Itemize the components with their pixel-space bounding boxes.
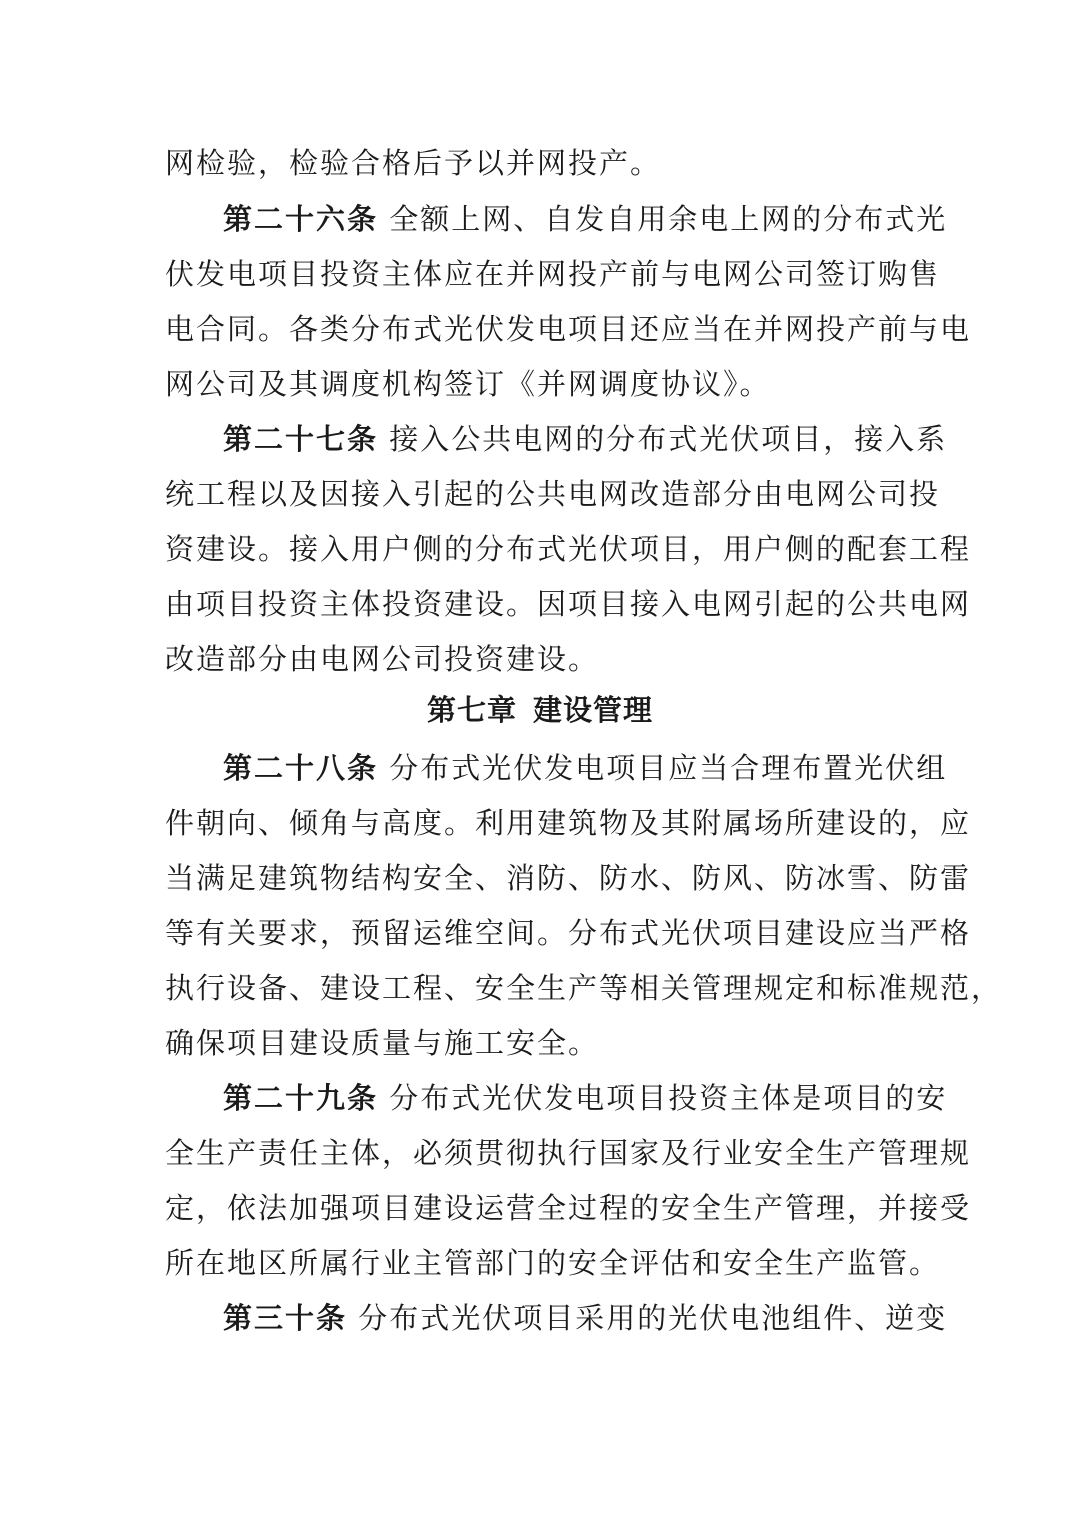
line-text: 件朝向、倾角与高度。利用建筑物及其附属场所建设的，应 <box>165 806 972 840</box>
line-text: 网检验，检验合格后予以并网投产。 <box>165 146 662 180</box>
line-text: 执行设备、建设工程、安全生产等相关管理规定和标准规范， <box>165 971 1003 1005</box>
chapter-title: 建设管理 <box>533 693 654 727</box>
paragraph-line <box>165 1133 972 1173</box>
article-26-first-line <box>165 199 948 239</box>
paragraph-line <box>165 1023 915 1063</box>
article-28-first-line <box>165 748 948 788</box>
article-27-first-line <box>165 419 948 459</box>
paragraph-line <box>165 309 972 349</box>
line-text: 分布式光伏项目采用的光伏电池组件、逆变 <box>358 1301 948 1335</box>
paragraph-line <box>165 913 972 953</box>
line-text: 定，依法加强项目建设运营全过程的安全生产管理，并接受 <box>165 1191 972 1225</box>
article-30-heading: 第三十条 <box>223 1301 348 1335</box>
paragraph-line <box>165 1188 972 1228</box>
article-27-heading: 第二十七条 <box>223 422 379 456</box>
line-text: 当满足建筑物结构安全、消防、防水、防风、防冰雪、防雷 <box>165 861 972 895</box>
article-26-heading: 第二十六条 <box>223 202 379 236</box>
article-30-first-line <box>165 1298 948 1338</box>
line-text: 伏发电项目投资主体应在并网投产前与电网公司签订购售 <box>165 257 941 291</box>
paragraph-line <box>165 254 941 294</box>
line-text: 统工程以及因接入引起的公共电网改造部分由电网公司投 <box>165 477 941 511</box>
paragraph-line <box>165 803 972 843</box>
paragraph-line <box>165 584 972 624</box>
article-28-heading: 第二十八条 <box>223 751 379 785</box>
line-text: 全生产责任主体，必须贯彻执行国家及行业安全生产管理规 <box>165 1136 972 1170</box>
paragraph-line <box>165 529 972 569</box>
line-text: 网公司及其调度机构签订《并网调度协议》。 <box>165 367 771 401</box>
line-text: 确保项目建设质量与施工安全。 <box>165 1026 600 1060</box>
line-text: 分布式光伏发电项目投资主体是项目的安 <box>389 1081 948 1115</box>
paragraph-line <box>165 143 915 183</box>
line-text: 由项目投资主体投资建设。因项目接入电网引起的公共电网 <box>165 587 972 621</box>
line-text: 资建设。接入用户侧的分布式光伏项目，用户侧的配套工程 <box>165 532 972 566</box>
paragraph-line <box>165 364 915 404</box>
article-29-first-line <box>165 1078 948 1118</box>
paragraph-line <box>165 1243 941 1283</box>
line-text: 改造部分由电网公司投资建设。 <box>165 642 600 676</box>
paragraph-line <box>165 474 941 514</box>
line-text: 等有关要求，预留运维空间。分布式光伏项目建设应当严格 <box>165 916 972 950</box>
paragraph-line <box>165 968 1003 1008</box>
line-text: 接入公共电网的分布式光伏项目，接入系 <box>389 422 948 456</box>
chapter-heading <box>0 690 1080 730</box>
paragraph-line <box>165 639 915 679</box>
line-text: 全额上网、自发自用余电上网的分布式光 <box>389 202 948 236</box>
paragraph-line <box>165 858 972 898</box>
line-text: 所在地区所属行业主管部门的安全评估和安全生产监管。 <box>165 1246 941 1280</box>
article-29-heading: 第二十九条 <box>223 1081 379 1115</box>
chapter-number: 第七章 <box>426 693 517 727</box>
line-text: 电合同。各类分布式光伏发电项目还应当在并网投产前与电 <box>165 312 972 346</box>
line-text: 分布式光伏发电项目应当合理布置光伏组 <box>389 751 948 785</box>
